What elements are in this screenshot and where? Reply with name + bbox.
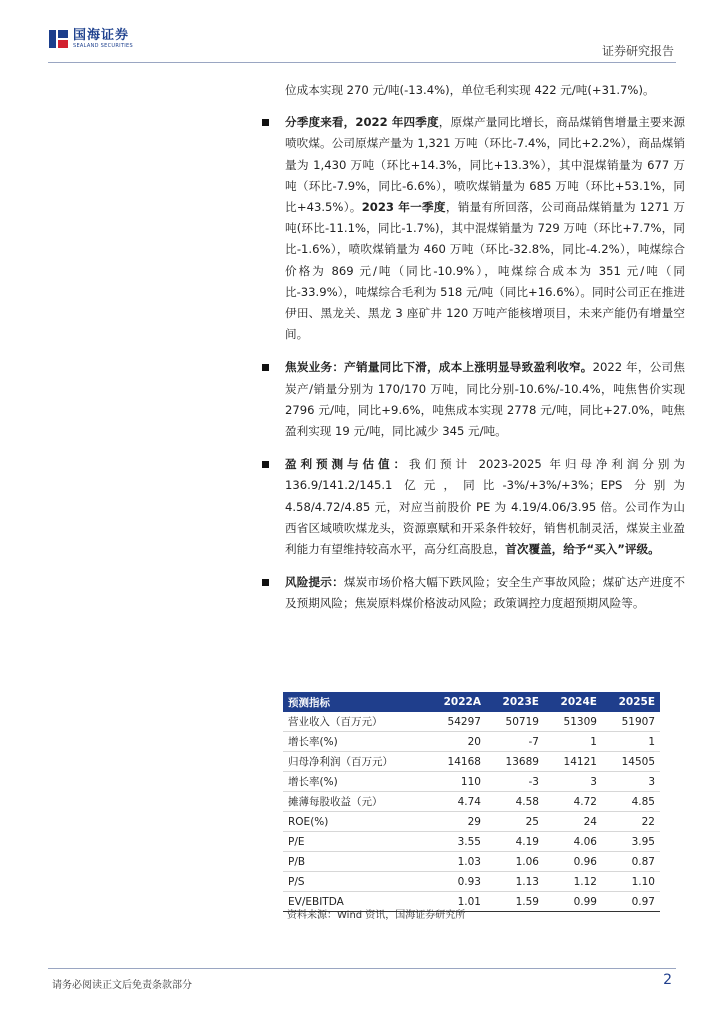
table-cell: EV/EBITDA — [283, 892, 427, 912]
bullet-icon — [262, 364, 269, 371]
table-cell: 4.58 — [486, 792, 544, 812]
logo-name-cn: 国海证券 — [73, 28, 130, 43]
table-cell: P/E — [283, 832, 427, 852]
paragraph-lead: 风险提示： — [285, 575, 344, 590]
paragraph-lead: 分季度来看，2022 年四季度 — [285, 115, 439, 130]
paragraph-rating: 首次覆盖，给予“买入”评级。 — [505, 542, 660, 557]
table-cell: P/B — [283, 852, 427, 872]
paragraph-text: 煤炭市场价格大幅下跌风险；安全生产事故风险；煤矿达产进度不及预期风险；焦炭原料煤价格波动风险；政策调控力度超预期风险等。 — [285, 575, 685, 611]
paragraph-unit-cost — [285, 80, 685, 101]
table-cell: 营业收入（百万元） — [283, 712, 427, 732]
table-row — [283, 872, 660, 892]
footer-divider — [48, 968, 676, 969]
table-cell: 24 — [544, 812, 602, 832]
table-cell: 25 — [486, 812, 544, 832]
logo-icon — [49, 28, 69, 50]
table-row — [283, 772, 660, 792]
table-cell: 14168 — [427, 752, 486, 772]
paragraph-text: 我们预计 2023-2025 年归母净利润分别为 136.9/141.2/145.1 亿元，同比-3%/+3%/+3%；EPS 分别为 4.58/4.72/4.85 元，对应当前股价 PE 为 4.19/4.06/3.95 倍。公司作为山西省区域喷吹煤龙头，资源禀赋和开采条件较好，销售机制灵活，煤炭主业盈利能力有望维持较高水平，高分红高股息， — [285, 457, 685, 557]
paragraph-risk — [285, 572, 685, 614]
table-row — [283, 732, 660, 752]
table-cell: 摊薄每股收益（元） — [283, 792, 427, 812]
table-cell: 1.59 — [486, 892, 544, 912]
table-cell: 1.10 — [602, 872, 660, 892]
bullet-icon — [262, 119, 269, 126]
table-cell: 0.93 — [427, 872, 486, 892]
table-cell: 0.87 — [602, 852, 660, 872]
table-cell: 110 — [427, 772, 486, 792]
table-row — [283, 792, 660, 812]
table-header-cell: 2023E — [486, 692, 544, 712]
paragraph-text-2: ，销量有所回落，公司商品煤销量为 1271 万吨(环比-11.1%，同比-1.7%)，其中混煤销量为 729 万吨（环比+7.7%，同比-1.6%），喷吹煤销量为 460 万吨（环比-32.8%，同比-4.2%），吨煤综合价格为 869 元/吨（同比-10.9%），吨煤综合成本为 351 元/吨（同比-33.9%），吨煤综合毛利为 518 元/吨（同比+16.6%）。同时公司正在推进伊田、黑龙关、黑龙 3 座矿井 120 万吨产能核增项目，未来产能仍有增量空间。 — [285, 200, 685, 342]
table-cell: 1.03 — [427, 852, 486, 872]
table-cell: -3 — [486, 772, 544, 792]
paragraph-coke — [285, 357, 685, 442]
table-cell: 50719 — [486, 712, 544, 732]
table-cell: 增长率(%) — [283, 772, 427, 792]
table-cell: 1 — [544, 732, 602, 752]
table-source-note: 资料来源：Wind 资讯，国海证券研究所 — [287, 910, 466, 921]
table-header-cell: 预测指标 — [283, 692, 427, 712]
table-cell: 0.96 — [544, 852, 602, 872]
paragraph-text: 位成本实现 270 元/吨(-13.4%)，单位毛利实现 422 元/吨(+31.7%)。 — [285, 83, 655, 97]
table-cell: 1 — [602, 732, 660, 752]
bullet-icon — [262, 579, 269, 586]
table-cell: 14505 — [602, 752, 660, 772]
table-header-cell: 2024E — [544, 692, 602, 712]
paragraph-forecast — [285, 454, 685, 560]
table-cell: 4.72 — [544, 792, 602, 812]
bullet-icon — [262, 461, 269, 468]
main-content — [285, 80, 685, 615]
table-row — [283, 752, 660, 772]
table-cell: 29 — [427, 812, 486, 832]
table-row — [283, 812, 660, 832]
table-cell: 1.06 — [486, 852, 544, 872]
table-cell: 3.95 — [602, 832, 660, 852]
paragraph-text: ，原煤产量同比增长，商品煤销售增量主要来源喷吹煤。公司原煤产量为 1,321 万吨（环比-7.4%，同比+2.2%），商品煤销量为 1,430 万吨（环比+14.3%，同比+13.3%），其中混煤销量为 677 万吨（环比-7.9%，同比-6.6%），喷吹煤销量为 685 万吨（环比+53.1%，同比+43.5%）。 — [285, 115, 685, 215]
table-cell: 22 — [602, 812, 660, 832]
table-cell: 13689 — [486, 752, 544, 772]
page-number: 2 — [663, 972, 672, 988]
table-cell: 51309 — [544, 712, 602, 732]
table-cell: 4.85 — [602, 792, 660, 812]
paragraph-text: 2022 年，公司焦炭产/销量分别为 170/170 万吨，同比分别-10.6%/-10.4%，吨焦售价实现 2796 元/吨，同比+9.6%，吨焦成本实现 2778 元/吨，同比+27.0%，吨焦盈利实现 19 元/吨，同比减少 345 元/吨。 — [285, 360, 685, 439]
table-cell: 14121 — [544, 752, 602, 772]
table-cell: P/S — [283, 872, 427, 892]
paragraph-lead: 盈利预测与估值： — [285, 457, 410, 472]
table-cell: -7 — [486, 732, 544, 752]
forecast-table — [283, 692, 660, 912]
table-cell: 4.06 — [544, 832, 602, 852]
paragraph-lead: 焦炭业务：产销量同比下滑，成本上涨明显导致盈利收窄。 — [285, 360, 593, 375]
table-cell: 1.12 — [544, 872, 602, 892]
report-type-label: 证券研究报告 — [601, 44, 674, 58]
table-cell: 3 — [544, 772, 602, 792]
page-header — [0, 0, 724, 64]
table-cell: 1.13 — [486, 872, 544, 892]
footer-disclaimer: 请务必阅读正文后免责条款部分 — [52, 980, 192, 991]
company-logo — [49, 28, 133, 50]
table-cell: 3 — [602, 772, 660, 792]
paragraph-mid-bold: 2023 年一季度 — [361, 200, 446, 215]
table-row — [283, 712, 660, 732]
paragraph-quarterly — [285, 112, 685, 345]
table-cell: 0.97 — [602, 892, 660, 912]
table-header-cell: 2022A — [427, 692, 486, 712]
table-cell: 0.99 — [544, 892, 602, 912]
table-row — [283, 832, 660, 852]
table-cell: 20 — [427, 732, 486, 752]
table-cell: ROE(%) — [283, 812, 427, 832]
table-cell: 归母净利润（百万元） — [283, 752, 427, 772]
table-cell: 4.19 — [486, 832, 544, 852]
table-row — [283, 852, 660, 872]
table-header-cell: 2025E — [602, 692, 660, 712]
table-cell: 54297 — [427, 712, 486, 732]
header-divider — [48, 62, 676, 63]
table-cell: 3.55 — [427, 832, 486, 852]
table-cell: 1.01 — [427, 892, 486, 912]
table-header-row — [283, 692, 660, 712]
logo-name-en: SEALAND SECURITIES — [73, 43, 133, 49]
table-cell: 4.74 — [427, 792, 486, 812]
table-cell: 增长率(%) — [283, 732, 427, 752]
table-cell: 51907 — [602, 712, 660, 732]
